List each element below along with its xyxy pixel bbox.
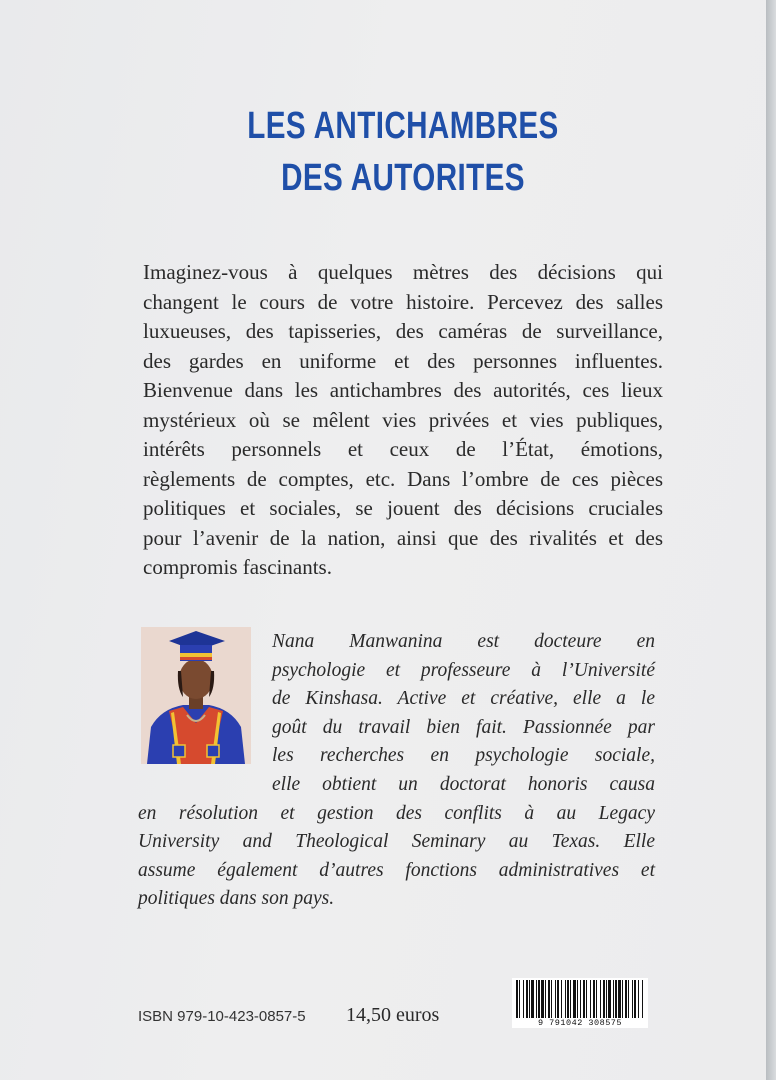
bio-line: politiques dans son pays. (138, 888, 335, 910)
barcode-digits: 9 791042 308575 (512, 1018, 648, 1028)
synopsis-line: des gardes en uniforme et des personnes influentes. (143, 348, 663, 373)
page-edge (766, 0, 776, 1080)
bio-line: de Kinshasa. Active et créative, elle a le (272, 688, 655, 710)
title-line-2: DES AUTORITES (281, 157, 525, 199)
bio-line: assume également d’autres fonctions administratives et (138, 859, 655, 881)
bio-line: Nana Manwanina est docteure en (272, 631, 655, 652)
isbn: ISBN 979-10-423-0857-5 (138, 1008, 306, 1025)
bio-line: les recherches en psychologie sociale, (272, 745, 655, 767)
synopsis-line: mystérieux où se mêlent vies privées et vies publiques, (143, 407, 663, 432)
bio-line: en résolution et gestion des conflits à au Legacy (138, 802, 655, 824)
book-title (89, 100, 718, 204)
title-line-1: LES ANTICHAMBRES (247, 105, 559, 147)
author-bio (138, 628, 655, 914)
synopsis-line: compromis fascinants. (143, 555, 332, 579)
bio-line: University and Theological Seminary au Texas. Elle (138, 831, 655, 853)
synopsis-line: règlements de comptes, etc. Dans l’ombre de ces pièces (143, 466, 663, 491)
synopsis-line: luxueuses, des tapisseries, des caméras de surveillance, (143, 319, 663, 343)
synopsis-line: intérêts personnels et ceux de l’État, émotions, (143, 437, 663, 461)
synopsis-line: Bienvenue dans les antichambres des autorités, ces lieux (143, 378, 663, 402)
bio-line: elle obtient un doctorat honoris causa (272, 773, 655, 795)
synopsis-line: politiques et sociales, se jouent des décisions cruciales (143, 496, 663, 520)
price: 14,50 euros (346, 1004, 440, 1026)
synopsis (143, 258, 663, 583)
synopsis-line: Imaginez-vous à quelques mètres des décisions qui (143, 260, 663, 284)
synopsis-line: changent le cours de votre histoire. Percevez des salles (143, 289, 663, 314)
bio-line: goût du travail bien fait. Passionnée par (272, 716, 655, 738)
bio-line: psychologie et professeure à l’Université (272, 659, 655, 681)
synopsis-line: pour l’avenir de la nation, ainsi que des rivalités et des (143, 525, 663, 550)
